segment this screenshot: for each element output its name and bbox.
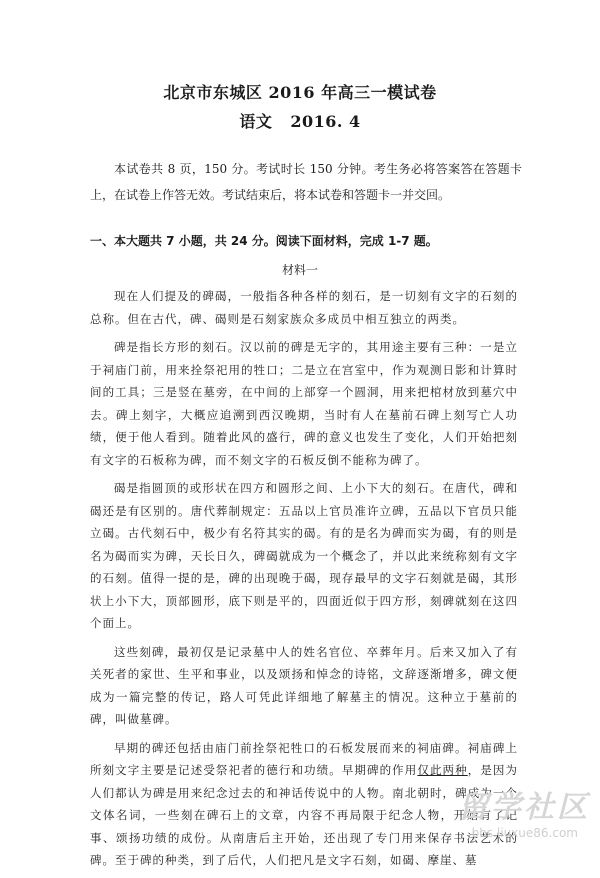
paragraph-5-part-a: 早期的碑还包括由庙门前拴祭祀牲口的石板发展而来的祠庙碑。祠庙碑上所刻文字主要是记述受祭祀者的德行和功绩。早期碑的作用 bbox=[90, 740, 518, 777]
paragraph-5-part-b: ，是因为人们都认为碑是用来纪念过去的和神话传说中的人物。南北朝时，碑成为一个文体名词，一些刻在碑石上的文章，内容不再局限于纪念人物，开始有了记事、颂扬功绩的成份。从南唐后主开始，还出现了专门用来保存书法艺术的碑。至于碑的种类，到了后代，人们把凡是文字石刻，如碣、摩崖、墓 bbox=[90, 763, 519, 867]
paragraph-3: 碣是指圆顶的或形状在四方和圆形之间、上小下大的刻石。在唐代，碑和碣还是有区别的。唐代葬制规定：五品以上官员准许立碑，五品以下官员只能立碣。古代刻石中，极少有名符其实的碣。有的是名为碑而实为碣，有的则是名为碣而实为碑，天长日久，碑碣就成为一个概念了，并以此来统称刻有文字的石刻。值得一提的是，碑的出现晚于碣，现存最早的文字石刻就是碣，其形状上小下大，顶部圆形，底下则是平的，四面近似于四方形，刻碑就刻在这四个面上。 bbox=[90, 481, 518, 630]
material-title: 材料一 bbox=[281, 263, 318, 277]
exam-date: 2016. 4 bbox=[290, 112, 361, 131]
site-watermark bbox=[360, 782, 590, 840]
underlined-phrase: 仅此两种 bbox=[417, 763, 468, 777]
subject-line bbox=[0, 109, 600, 132]
exam-title: 北京市东城区 2016 年高三一模试卷 bbox=[163, 83, 437, 102]
paragraph-1: 现在人们提及的碑碣，一般指各种各样的刻石，是一切刻有文字的石刻的总称。但在古代，碑、碣则是石刻家族众多成员中相互独立的两类。 bbox=[90, 289, 518, 326]
paragraph-4: 这些刻碑，最初仅是记录墓中人的姓名官位、卒葬年月。后来又加入了有关死者的家世、生平和事业，以及颂扬和悼念的诗铭，文辞逐渐增多，碑文便成为一篇完整的传记，路人可凭此详细地了解墓主的情况。这种立于墓前的碑，叫做墓碑。 bbox=[90, 644, 518, 726]
paragraph-2: 碑是指长方形的刻石。汉以前的碑是无字的，其用途主要有三种：一是立于祠庙门前，用来拴祭祀用的牲口；二是立在宫室中，作为观测日影和计算时间的工具；三是竖在墓旁，在中间的上部穿一个圆洞，用来把棺材放到墓穴中去。碑上刻字，大概应追溯到西汉晚期，当时有人在墓前石碑上刻写亡人功绩，便于他人看到。随着此风的盛行，碑的意义也发生了变化，人们开始把刻有文字的石板称为碑，而不刻文字的石板反倒不能称为碑了。 bbox=[90, 340, 518, 467]
section-heading: 一、本大题共 7 小题，共 24 分。阅读下面材料，完成 1-7 题。 bbox=[90, 234, 438, 248]
watermark-logo-text: 留学社区 bbox=[458, 790, 590, 825]
watermark-url: bbs.liuxue86.com bbox=[471, 826, 578, 840]
subject-label: 语文 bbox=[239, 112, 273, 131]
exam-notice: 本试卷共 8 页，150 分。考试时长 150 分钟。考生务必将答案答在答题卡上，在试卷上作答无效。考试结束后，将本试卷和答题卡一并交回。 bbox=[90, 162, 522, 202]
